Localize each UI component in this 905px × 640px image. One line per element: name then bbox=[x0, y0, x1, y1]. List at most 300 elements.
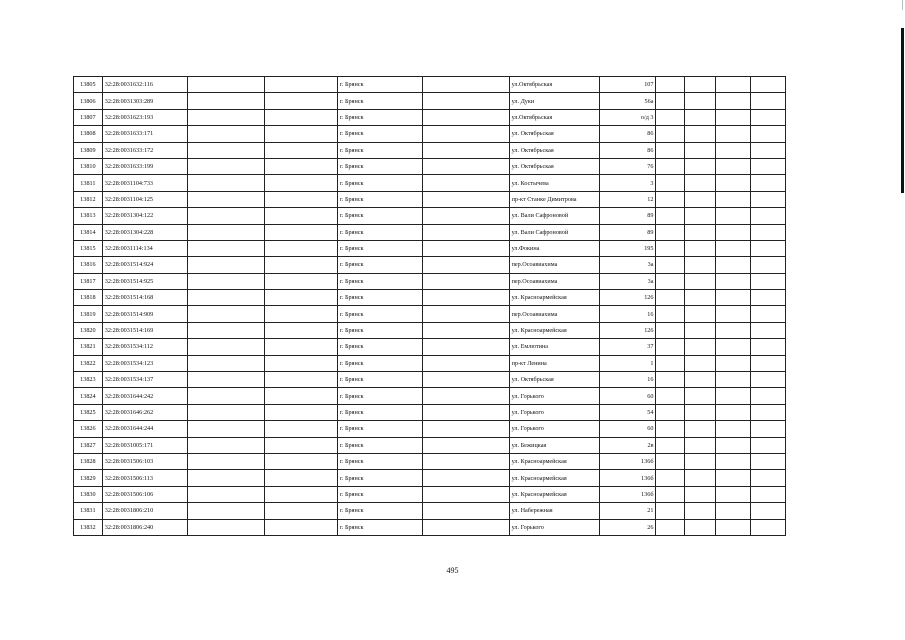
row-number-cell: 13825 bbox=[74, 404, 103, 420]
empty-cell bbox=[188, 322, 265, 338]
page-number: 495 bbox=[446, 566, 459, 575]
empty-cell bbox=[265, 355, 338, 371]
empty-cell bbox=[685, 322, 716, 338]
street-cell: ул. Октябрьская bbox=[509, 126, 599, 142]
row-number-cell: 13826 bbox=[74, 421, 103, 437]
empty-cell bbox=[716, 453, 751, 469]
empty-cell bbox=[656, 388, 685, 404]
empty-cell bbox=[656, 93, 685, 109]
empty-cell bbox=[716, 339, 751, 355]
table-row bbox=[74, 355, 786, 371]
table-row bbox=[74, 290, 786, 306]
empty-cell bbox=[750, 257, 785, 273]
empty-cell bbox=[188, 421, 265, 437]
empty-cell bbox=[423, 175, 509, 191]
cadastral-number-cell: 32:28:0031514:909 bbox=[102, 306, 187, 322]
empty-cell bbox=[188, 208, 265, 224]
street-cell: ул. Октябрьская bbox=[509, 142, 599, 158]
empty-cell bbox=[685, 404, 716, 420]
empty-cell bbox=[188, 437, 265, 453]
empty-cell bbox=[188, 388, 265, 404]
house-number-cell: 86 bbox=[599, 142, 656, 158]
empty-cell bbox=[188, 240, 265, 256]
empty-cell bbox=[656, 142, 685, 158]
house-number-cell: 126 bbox=[599, 322, 656, 338]
row-number-cell: 13828 bbox=[74, 453, 103, 469]
empty-cell bbox=[685, 273, 716, 289]
empty-cell bbox=[685, 224, 716, 240]
city-cell: г. Брянск bbox=[338, 486, 423, 502]
cadastral-number-cell: 32:28:0031304:228 bbox=[102, 224, 187, 240]
table-row bbox=[74, 322, 786, 338]
empty-cell bbox=[656, 503, 685, 519]
cadastral-number-cell: 32:28:0031806:240 bbox=[102, 519, 187, 535]
row-number-cell: 13805 bbox=[74, 77, 103, 93]
empty-cell bbox=[265, 158, 338, 174]
empty-cell bbox=[423, 437, 509, 453]
empty-cell bbox=[656, 208, 685, 224]
house-number-cell: 89 bbox=[599, 224, 656, 240]
street-cell: пер.Осоавиахима bbox=[509, 306, 599, 322]
empty-cell bbox=[656, 437, 685, 453]
empty-cell bbox=[188, 306, 265, 322]
row-number-cell: 13830 bbox=[74, 486, 103, 502]
empty-cell bbox=[265, 77, 338, 93]
empty-cell bbox=[685, 372, 716, 388]
street-cell: ул. Емлютина bbox=[509, 339, 599, 355]
street-cell: пер.Осоавиахима bbox=[509, 273, 599, 289]
empty-cell bbox=[188, 109, 265, 125]
row-number-cell: 13812 bbox=[74, 191, 103, 207]
empty-cell bbox=[188, 191, 265, 207]
table-row bbox=[74, 257, 786, 273]
empty-cell bbox=[265, 191, 338, 207]
empty-cell bbox=[188, 257, 265, 273]
empty-cell bbox=[423, 93, 509, 109]
row-number-cell: 13819 bbox=[74, 306, 103, 322]
empty-cell bbox=[423, 519, 509, 535]
city-cell: г. Брянск bbox=[338, 503, 423, 519]
city-cell: г. Брянск bbox=[338, 158, 423, 174]
empty-cell bbox=[265, 437, 338, 453]
empty-cell bbox=[750, 470, 785, 486]
empty-cell bbox=[716, 77, 751, 93]
empty-cell bbox=[656, 224, 685, 240]
empty-cell bbox=[423, 158, 509, 174]
empty-cell bbox=[750, 372, 785, 388]
row-number-cell: 13821 bbox=[74, 339, 103, 355]
row-number-cell: 13832 bbox=[74, 519, 103, 535]
city-cell: г. Брянск bbox=[338, 240, 423, 256]
empty-cell bbox=[423, 453, 509, 469]
house-number-cell: 37 bbox=[599, 339, 656, 355]
empty-cell bbox=[685, 503, 716, 519]
empty-cell bbox=[188, 126, 265, 142]
empty-cell bbox=[188, 355, 265, 371]
empty-cell bbox=[750, 404, 785, 420]
empty-cell bbox=[656, 453, 685, 469]
empty-cell bbox=[656, 470, 685, 486]
house-number-cell: 56а bbox=[599, 93, 656, 109]
street-cell: пр-кт Станке Димитрова bbox=[509, 191, 599, 207]
empty-cell bbox=[685, 208, 716, 224]
empty-cell bbox=[716, 109, 751, 125]
row-number-cell: 13809 bbox=[74, 142, 103, 158]
empty-cell bbox=[423, 126, 509, 142]
empty-cell bbox=[265, 503, 338, 519]
empty-cell bbox=[716, 486, 751, 502]
house-number-cell: 60 bbox=[599, 388, 656, 404]
empty-cell bbox=[188, 273, 265, 289]
empty-cell bbox=[423, 224, 509, 240]
empty-cell bbox=[265, 142, 338, 158]
empty-cell bbox=[750, 486, 785, 502]
city-cell: г. Брянск bbox=[338, 519, 423, 535]
empty-cell bbox=[188, 519, 265, 535]
cadastral-number-cell: 32:28:0031633:172 bbox=[102, 142, 187, 158]
empty-cell bbox=[716, 306, 751, 322]
empty-cell bbox=[716, 421, 751, 437]
cadastral-number-cell: 32:28:0031806:210 bbox=[102, 503, 187, 519]
house-number-cell: 60 bbox=[599, 421, 656, 437]
house-number-cell: 136б bbox=[599, 453, 656, 469]
row-number-cell: 13810 bbox=[74, 158, 103, 174]
empty-cell bbox=[656, 158, 685, 174]
cadastral-number-cell: 32:28:0031304:122 bbox=[102, 208, 187, 224]
scan-edge-mark bbox=[902, 0, 903, 10]
empty-cell bbox=[656, 355, 685, 371]
house-number-cell: 3а bbox=[599, 273, 656, 289]
row-number-cell: 13820 bbox=[74, 322, 103, 338]
empty-cell bbox=[656, 519, 685, 535]
row-number-cell: 13817 bbox=[74, 273, 103, 289]
cadastral-number-cell: 32:28:0031506:113 bbox=[102, 470, 187, 486]
house-number-cell: 89 bbox=[599, 208, 656, 224]
table-row bbox=[74, 437, 786, 453]
empty-cell bbox=[656, 257, 685, 273]
street-cell: ул.Октябрьская bbox=[509, 77, 599, 93]
empty-cell bbox=[685, 519, 716, 535]
cadastral-number-cell: 32:28:0031114:134 bbox=[102, 240, 187, 256]
empty-cell bbox=[265, 339, 338, 355]
city-cell: г. Брянск bbox=[338, 191, 423, 207]
empty-cell bbox=[750, 191, 785, 207]
street-cell: ул. Набережная bbox=[509, 503, 599, 519]
row-number-cell: 13823 bbox=[74, 372, 103, 388]
cadastral-number-cell: 32:28:0031644:242 bbox=[102, 388, 187, 404]
street-cell: пр-кт Ленина bbox=[509, 355, 599, 371]
empty-cell bbox=[656, 240, 685, 256]
cadastral-number-cell: 32:28:0031005:171 bbox=[102, 437, 187, 453]
row-number-cell: 13814 bbox=[74, 224, 103, 240]
empty-cell bbox=[265, 404, 338, 420]
empty-cell bbox=[750, 519, 785, 535]
empty-cell bbox=[750, 453, 785, 469]
table-row bbox=[74, 224, 786, 240]
row-number-cell: 13808 bbox=[74, 126, 103, 142]
cadastral-number-cell: 32:28:0031506:106 bbox=[102, 486, 187, 502]
house-number-cell: 2в bbox=[599, 437, 656, 453]
table-row bbox=[74, 388, 786, 404]
empty-cell bbox=[685, 93, 716, 109]
cadastral-number-cell: 32:28:0031514:925 bbox=[102, 273, 187, 289]
city-cell: г. Брянск bbox=[338, 372, 423, 388]
empty-cell bbox=[685, 109, 716, 125]
empty-cell bbox=[685, 257, 716, 273]
empty-cell bbox=[716, 126, 751, 142]
empty-cell bbox=[265, 470, 338, 486]
city-cell: г. Брянск bbox=[338, 437, 423, 453]
table-row bbox=[74, 470, 786, 486]
house-number-cell: 1 bbox=[599, 355, 656, 371]
empty-cell bbox=[656, 404, 685, 420]
empty-cell bbox=[423, 109, 509, 125]
empty-cell bbox=[716, 191, 751, 207]
empty-cell bbox=[656, 421, 685, 437]
empty-cell bbox=[685, 470, 716, 486]
empty-cell bbox=[716, 322, 751, 338]
house-number-cell: 21 bbox=[599, 503, 656, 519]
house-number-cell: 3а bbox=[599, 257, 656, 273]
city-cell: г. Брянск bbox=[338, 77, 423, 93]
cadastral-number-cell: 32:28:0031633:199 bbox=[102, 158, 187, 174]
empty-cell bbox=[685, 388, 716, 404]
empty-cell bbox=[656, 306, 685, 322]
empty-cell bbox=[265, 126, 338, 142]
empty-cell bbox=[750, 355, 785, 371]
city-cell: г. Брянск bbox=[338, 208, 423, 224]
table-row bbox=[74, 142, 786, 158]
empty-cell bbox=[188, 224, 265, 240]
table-row bbox=[74, 126, 786, 142]
empty-cell bbox=[685, 421, 716, 437]
street-cell: ул. Красноармейская bbox=[509, 322, 599, 338]
empty-cell bbox=[716, 470, 751, 486]
house-number-cell: 16 bbox=[599, 372, 656, 388]
empty-cell bbox=[685, 355, 716, 371]
empty-cell bbox=[188, 486, 265, 502]
city-cell: г. Брянск bbox=[338, 93, 423, 109]
empty-cell bbox=[685, 453, 716, 469]
city-cell: г. Брянск bbox=[338, 290, 423, 306]
empty-cell bbox=[656, 290, 685, 306]
street-cell: ул. Красноармейская bbox=[509, 486, 599, 502]
empty-cell bbox=[685, 158, 716, 174]
city-cell: г. Брянск bbox=[338, 273, 423, 289]
table-row bbox=[74, 191, 786, 207]
row-number-cell: 13824 bbox=[74, 388, 103, 404]
city-cell: г. Брянск bbox=[338, 175, 423, 191]
empty-cell bbox=[750, 93, 785, 109]
empty-cell bbox=[685, 339, 716, 355]
city-cell: г. Брянск bbox=[338, 404, 423, 420]
table-row bbox=[74, 273, 786, 289]
cadastral-number-cell: 32:28:0031623:193 bbox=[102, 109, 187, 125]
empty-cell bbox=[265, 273, 338, 289]
city-cell: г. Брянск bbox=[338, 306, 423, 322]
street-cell: ул. Октябрьская bbox=[509, 372, 599, 388]
empty-cell bbox=[685, 191, 716, 207]
empty-cell bbox=[423, 77, 509, 93]
row-number-cell: 13815 bbox=[74, 240, 103, 256]
house-number-cell: 54 bbox=[599, 404, 656, 420]
empty-cell bbox=[685, 126, 716, 142]
empty-cell bbox=[750, 339, 785, 355]
row-number-cell: 13831 bbox=[74, 503, 103, 519]
empty-cell bbox=[265, 175, 338, 191]
empty-cell bbox=[750, 240, 785, 256]
empty-cell bbox=[716, 437, 751, 453]
row-number-cell: 13813 bbox=[74, 208, 103, 224]
empty-cell bbox=[716, 273, 751, 289]
row-number-cell: 13816 bbox=[74, 257, 103, 273]
empty-cell bbox=[265, 257, 338, 273]
house-number-cell: 126 bbox=[599, 290, 656, 306]
empty-cell bbox=[750, 224, 785, 240]
empty-cell bbox=[656, 126, 685, 142]
table-row bbox=[74, 208, 786, 224]
empty-cell bbox=[750, 437, 785, 453]
empty-cell bbox=[716, 208, 751, 224]
cadastral-number-cell: 32:28:0031303:289 bbox=[102, 93, 187, 109]
empty-cell bbox=[716, 224, 751, 240]
house-number-cell: 16 bbox=[599, 306, 656, 322]
empty-cell bbox=[423, 470, 509, 486]
empty-cell bbox=[685, 306, 716, 322]
empty-cell bbox=[716, 290, 751, 306]
empty-cell bbox=[188, 175, 265, 191]
empty-cell bbox=[750, 306, 785, 322]
empty-cell bbox=[423, 322, 509, 338]
empty-cell bbox=[656, 273, 685, 289]
empty-cell bbox=[750, 126, 785, 142]
empty-cell bbox=[685, 142, 716, 158]
empty-cell bbox=[685, 486, 716, 502]
empty-cell bbox=[188, 339, 265, 355]
empty-cell bbox=[656, 77, 685, 93]
cadastral-number-cell: 32:28:0031644:244 bbox=[102, 421, 187, 437]
empty-cell bbox=[423, 421, 509, 437]
row-number-cell: 13829 bbox=[74, 470, 103, 486]
empty-cell bbox=[750, 142, 785, 158]
city-cell: г. Брянск bbox=[338, 109, 423, 125]
empty-cell bbox=[656, 191, 685, 207]
empty-cell bbox=[188, 503, 265, 519]
table-row bbox=[74, 404, 786, 420]
empty-cell bbox=[188, 290, 265, 306]
street-cell: ул. Октябрьская bbox=[509, 158, 599, 174]
empty-cell bbox=[716, 93, 751, 109]
empty-cell bbox=[750, 322, 785, 338]
empty-cell bbox=[685, 240, 716, 256]
house-number-cell: 136б bbox=[599, 470, 656, 486]
empty-cell bbox=[265, 93, 338, 109]
street-cell: ул. Дуки bbox=[509, 93, 599, 109]
empty-cell bbox=[685, 77, 716, 93]
table-row bbox=[74, 421, 786, 437]
city-cell: г. Брянск bbox=[338, 388, 423, 404]
cadastral-number-cell: 32:28:0031514:168 bbox=[102, 290, 187, 306]
empty-cell bbox=[750, 273, 785, 289]
table-row bbox=[74, 306, 786, 322]
empty-cell bbox=[423, 240, 509, 256]
empty-cell bbox=[750, 503, 785, 519]
cadastral-number-cell: 32:28:0031104:125 bbox=[102, 191, 187, 207]
house-number-cell: 195 bbox=[599, 240, 656, 256]
table-row bbox=[74, 486, 786, 502]
street-cell: ул. Красноармейская bbox=[509, 470, 599, 486]
empty-cell bbox=[265, 208, 338, 224]
house-number-cell: 107 bbox=[599, 77, 656, 93]
table-row bbox=[74, 339, 786, 355]
empty-cell bbox=[265, 224, 338, 240]
empty-cell bbox=[423, 404, 509, 420]
empty-cell bbox=[656, 486, 685, 502]
street-cell: ул. Горького bbox=[509, 519, 599, 535]
empty-cell bbox=[750, 175, 785, 191]
empty-cell bbox=[685, 290, 716, 306]
register-body bbox=[74, 77, 786, 536]
table-row bbox=[74, 175, 786, 191]
empty-cell bbox=[750, 109, 785, 125]
cadastral-number-cell: 32:28:0031534:137 bbox=[102, 372, 187, 388]
empty-cell bbox=[716, 404, 751, 420]
empty-cell bbox=[265, 421, 338, 437]
empty-cell bbox=[188, 142, 265, 158]
house-number-cell: 76 bbox=[599, 158, 656, 174]
house-number-cell: 86 bbox=[599, 126, 656, 142]
empty-cell bbox=[716, 158, 751, 174]
house-number-cell: 136б bbox=[599, 486, 656, 502]
empty-cell bbox=[423, 372, 509, 388]
empty-cell bbox=[423, 273, 509, 289]
table-row bbox=[74, 453, 786, 469]
city-cell: г. Брянск bbox=[338, 322, 423, 338]
city-cell: г. Брянск bbox=[338, 470, 423, 486]
street-cell: ул. Костычева bbox=[509, 175, 599, 191]
table-row bbox=[74, 519, 786, 535]
city-cell: г. Брянск bbox=[338, 339, 423, 355]
row-number-cell: 13822 bbox=[74, 355, 103, 371]
empty-cell bbox=[716, 175, 751, 191]
street-cell: пер.Осоавиахима bbox=[509, 257, 599, 273]
empty-cell bbox=[716, 388, 751, 404]
empty-cell bbox=[750, 290, 785, 306]
street-cell: ул. Красноармейская bbox=[509, 290, 599, 306]
empty-cell bbox=[265, 322, 338, 338]
row-number-cell: 13811 bbox=[74, 175, 103, 191]
empty-cell bbox=[265, 388, 338, 404]
empty-cell bbox=[685, 175, 716, 191]
table-row bbox=[74, 503, 786, 519]
empty-cell bbox=[716, 257, 751, 273]
empty-cell bbox=[423, 339, 509, 355]
empty-cell bbox=[188, 93, 265, 109]
empty-cell bbox=[423, 257, 509, 273]
row-number-cell: 13818 bbox=[74, 290, 103, 306]
empty-cell bbox=[423, 388, 509, 404]
empty-cell bbox=[188, 77, 265, 93]
cadastral-number-cell: 32:28:0031514:169 bbox=[102, 322, 187, 338]
empty-cell bbox=[656, 322, 685, 338]
table-row bbox=[74, 77, 786, 93]
empty-cell bbox=[188, 470, 265, 486]
scan-edge-bar bbox=[901, 28, 904, 193]
cadastral-number-cell: 32:28:0031534:112 bbox=[102, 339, 187, 355]
empty-cell bbox=[423, 191, 509, 207]
city-cell: г. Брянск bbox=[338, 257, 423, 273]
empty-cell bbox=[716, 372, 751, 388]
